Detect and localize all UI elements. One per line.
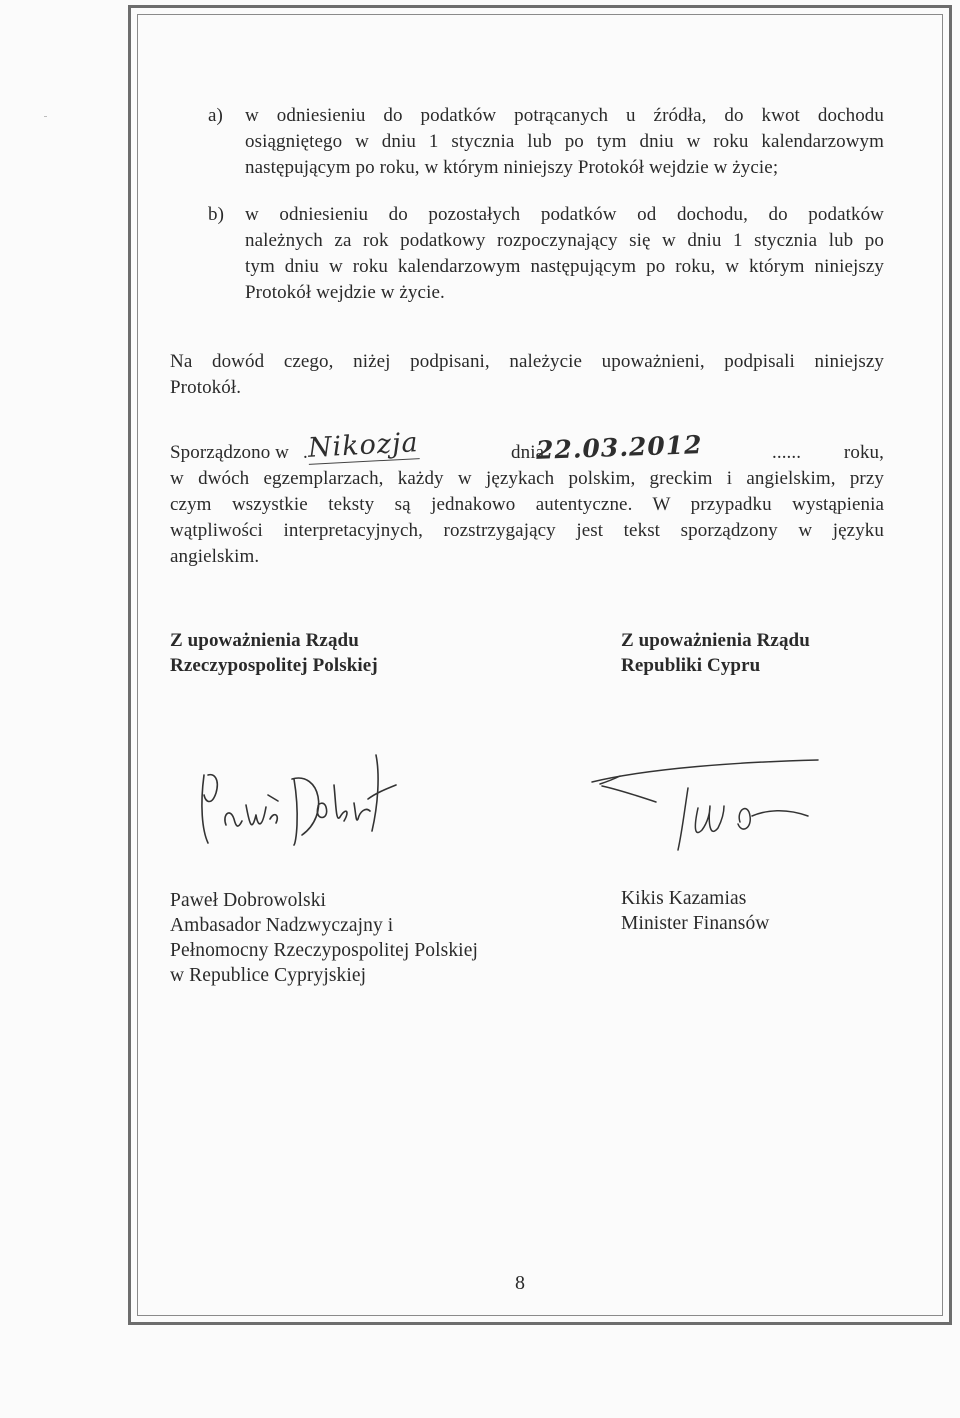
item-a-line-2: osiągniętego w dniu 1 stycznia lub po tym dniu w roku kalendarzowym — [245, 131, 884, 152]
scan-speck — [44, 116, 47, 117]
signature-left-image — [190, 745, 400, 865]
sig-left-stroke-4 — [268, 795, 278, 823]
item-a-line-3: następującym po roku, w którym niniejszy Protokół wejdzie w życie; — [245, 157, 779, 178]
sig-right-stroke-3 — [678, 788, 688, 850]
date-word: dnia — [511, 442, 545, 463]
left-heading-line-1: Z upoważnienia Rządu — [170, 630, 359, 651]
item-b-line-1: w odniesieniu do pozostałych podatków od dochodu, do podatków — [245, 204, 884, 225]
item-b-line-2: należnych za rok podatkowy rozpoczynający się w dniu 1 stycznia lub po — [245, 230, 884, 251]
sig-left-stroke-3 — [246, 805, 266, 825]
sig-right-stroke-4 — [695, 806, 724, 833]
handwritten-place: Nikozja — [307, 427, 420, 464]
item-b-line-3: tym dniu w roku kalendarzowym następującym po roku, w którym niniejszy — [245, 256, 884, 277]
done-at-line-2: w dwóch egzemplarzach, każdy w językach polskim, greckim i angielskim, przy — [170, 468, 884, 489]
sig-right-stroke-2 — [600, 776, 656, 802]
list-marker-b: b) — [208, 204, 225, 225]
left-heading-line-2: Rzeczypospolitej Polskiej — [170, 655, 378, 676]
item-b-line-4: Protokół wejdzie w życie. — [245, 282, 445, 303]
item-a-line-1: w odniesieniu do podatków potrącanych u źródła, do kwot dochodu — [245, 105, 884, 126]
right-signatory — [621, 886, 921, 936]
sig-right-stroke-5 — [738, 809, 750, 829]
sig-left-stroke-5 — [292, 778, 319, 845]
left-signatory-line-1: Paweł Dobrowolski — [170, 890, 327, 911]
done-at-line-4: wątpliwości interpretacyjnych, rozstrzygający jest tekst sporządzony w języku — [170, 520, 884, 541]
right-heading-line-2: Republiki Cypru — [621, 655, 761, 676]
in-witness-paragraph — [170, 349, 884, 401]
left-signatory-line-4: w Republice Cypryjskiej — [170, 965, 367, 986]
left-party-heading — [170, 628, 530, 678]
sig-left-stroke-2 — [225, 813, 242, 826]
list-marker-a: a) — [208, 105, 223, 126]
done-at-prefix: Sporządzono w — [170, 442, 289, 463]
left-signatory-line-2: Ambasador Nadzwyczajny i — [170, 915, 394, 936]
done-at-suffix: roku, — [843, 442, 884, 463]
in-witness-line-1: Na dowód czego, niżej podpisani, należycie upoważnieni, podpisali niniejszy — [170, 351, 884, 372]
sig-left-stroke-7 — [334, 785, 347, 821]
list-item-a — [208, 103, 884, 181]
place-dots: . — [303, 442, 308, 463]
right-heading-line-1: Z upoważnienia Rządu — [621, 630, 810, 651]
right-party-heading — [621, 628, 921, 678]
done-at-first-line — [170, 440, 884, 466]
page-number: 8 — [514, 1272, 526, 1294]
sig-left-stroke-8 — [354, 803, 370, 820]
done-at-line-3: czym wszystkie teksty są jednakowo autentyczne. W przypadku wystąpienia — [170, 494, 884, 515]
right-signatory-line-2: Minister Finansów — [621, 913, 770, 934]
right-signatory-line-1: Kikis Kazamias — [621, 888, 747, 909]
done-at-paragraph — [170, 440, 884, 570]
signature-right-image — [590, 750, 825, 860]
sig-right-stroke-1 — [592, 760, 818, 782]
sig-left-stroke-1 — [202, 775, 217, 843]
left-signatory-line-3: Pełnomocny Rzeczypospolitej Polskiej — [170, 940, 478, 961]
handwritten-date: 22.03.2012 — [535, 430, 704, 465]
left-signatory — [170, 888, 570, 988]
in-witness-line-2: Protokół. — [170, 377, 242, 398]
done-at-line-5: angielskim. — [170, 546, 260, 567]
sig-left-stroke-9 — [368, 755, 396, 831]
sig-right-stroke-6 — [752, 811, 808, 816]
list-item-b — [208, 202, 884, 306]
date-dots: ...... — [772, 442, 802, 463]
